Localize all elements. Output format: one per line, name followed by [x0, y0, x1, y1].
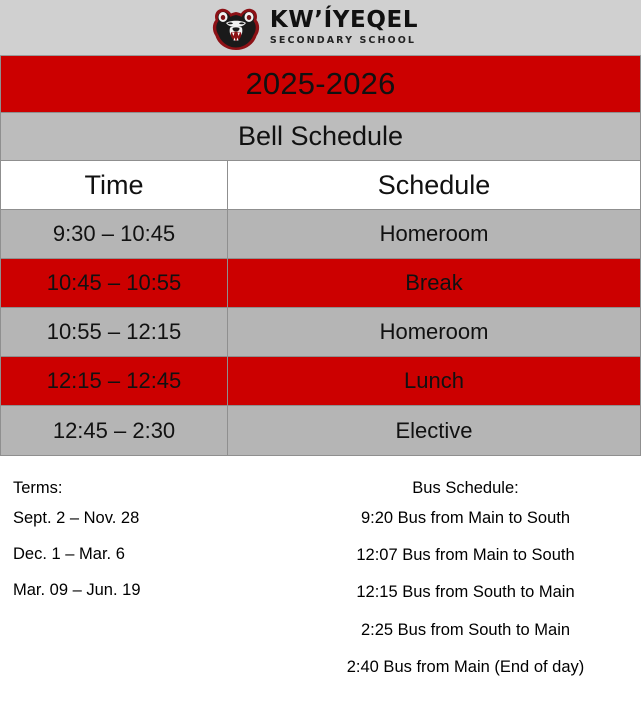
- bus-schedule-item: 12:07 Bus from Main to South: [356, 546, 575, 565]
- bus-schedule-heading: Bus Schedule:: [412, 479, 519, 497]
- bell-schedule-table: [0, 56, 641, 456]
- document-title-text: Bell Schedule: [237, 121, 404, 151]
- terms-section: [0, 470, 290, 726]
- cell-schedule: [228, 308, 640, 356]
- cell-time-label: 12:15 – 12:45: [46, 368, 182, 393]
- table-row: [1, 259, 640, 308]
- logo-wordmark: [270, 9, 418, 46]
- cell-schedule: [228, 259, 640, 307]
- logo-lockup: [211, 5, 418, 51]
- school-logo-header: [0, 0, 641, 56]
- cell-time-label: 12:45 – 2:30: [52, 417, 176, 443]
- bear-head-icon: [211, 5, 261, 51]
- terms-item: Dec. 1 – Mar. 6: [13, 545, 125, 564]
- bus-schedule-item: 12:15 Bus from South to Main: [356, 583, 575, 602]
- bus-schedule-item: 2:40 Bus from Main (End of day): [346, 657, 585, 676]
- school-name: KW’ÍYEQEL: [269, 7, 419, 34]
- cell-schedule-label: Break: [405, 270, 463, 295]
- cell-schedule-label: Elective: [395, 417, 473, 443]
- bus-schedule-item: 2:25 Bus from South to Main: [360, 620, 571, 639]
- terms-item: Sept. 2 – Nov. 28: [13, 509, 140, 528]
- cell-time-label: 9:30 – 10:45: [52, 221, 176, 246]
- cell-time: [1, 259, 228, 307]
- cell-time-label: 10:55 – 12:15: [46, 319, 182, 344]
- terms-heading: Terms:: [13, 479, 63, 497]
- bus-schedule-section: [290, 470, 641, 726]
- column-header-time-label: Time: [84, 169, 144, 200]
- table-header-row: [1, 161, 640, 210]
- column-header-time: [1, 161, 228, 209]
- cell-schedule-label: Homeroom: [379, 319, 489, 344]
- cell-schedule-label: Lunch: [404, 368, 464, 393]
- footer-info: [0, 470, 641, 726]
- cell-time: [1, 406, 228, 455]
- school-subtitle: SECONDARY SCHOOL: [269, 35, 417, 47]
- cell-schedule: [228, 406, 640, 455]
- cell-time-label: 10:45 – 10:55: [46, 270, 182, 295]
- cell-schedule-label: Homeroom: [379, 221, 489, 246]
- table-row: [1, 406, 640, 455]
- cell-time: [1, 308, 228, 356]
- table-row: [1, 308, 640, 357]
- cell-schedule: [228, 357, 640, 405]
- column-header-schedule: [228, 161, 640, 209]
- document-title-cell: [1, 113, 640, 160]
- cell-time: [1, 210, 228, 258]
- school-year-banner-row: [1, 56, 640, 113]
- cell-schedule: [228, 210, 640, 258]
- table-row: [1, 357, 640, 406]
- cell-time: [1, 357, 228, 405]
- bus-schedule-item: 9:20 Bus from Main to South: [360, 509, 571, 528]
- school-year-text: 2025-2026: [245, 66, 396, 101]
- column-header-schedule-label: Schedule: [377, 169, 491, 200]
- terms-item: Mar. 09 – Jun. 19: [13, 581, 141, 600]
- document-title-row: [1, 113, 640, 161]
- table-row: [1, 210, 640, 259]
- school-year-cell: [1, 56, 640, 112]
